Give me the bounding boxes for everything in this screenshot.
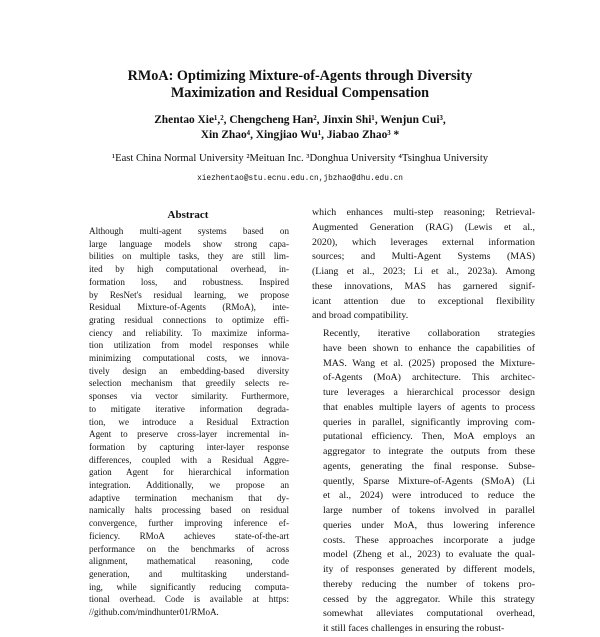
abstract-line: differences, coupled with a Residual Aggre- bbox=[89, 454, 289, 465]
paper-title bbox=[0, 68, 600, 102]
body-text-line: thereby reducing the number of tokens pro- bbox=[323, 578, 535, 590]
abstract-line: namically halts processing based on residual bbox=[89, 505, 289, 516]
abstract-line: Although multi-agent systems based on bbox=[89, 226, 289, 236]
body-text-line: of-Agents (MoA) architecture. This architec- bbox=[323, 372, 535, 384]
body-text-line: et al., 2024) were introduced to reduce the bbox=[323, 490, 535, 502]
abstract-line: alignment, mathematical reasoning, code bbox=[89, 556, 289, 567]
abstract-line: large language models show strong capa- bbox=[89, 238, 289, 249]
body-text-line: that enables multiple layers of agents to process bbox=[323, 401, 535, 413]
author-list bbox=[0, 113, 600, 143]
body-text-line: sources; and Multi-Agent Systems (MAS) bbox=[312, 251, 535, 263]
authors-line-2: Xin Zhao⁴, Xingjiao Wu¹, Jiabao Zhao³ * bbox=[200, 129, 400, 141]
body-text-line: MAS. Wang et al. (2025) proposed the Mixture- bbox=[323, 357, 535, 369]
abstract-line: Residual Mixture-of-Agents (RMoA), inte- bbox=[89, 302, 289, 313]
body-text-line: it still faces challenges in ensuring the robust- bbox=[323, 623, 505, 634]
abstract-line: by ResNet's residual learning, we propose bbox=[89, 289, 289, 300]
body-text-line: ture leverages a hierarchical processor design bbox=[323, 387, 535, 398]
abstract-line: ited by high computational overhead, in- bbox=[89, 264, 289, 275]
body-text-line: costs. These approaches incorporate a judge bbox=[323, 534, 535, 546]
body-text-line: (Liang et al., 2023; Li et al., 2023a). Among bbox=[312, 266, 535, 277]
body-text-line: have been shown to enhance the capabilities of bbox=[323, 342, 535, 354]
abstract-line: ing, while significantly reducing computa- bbox=[89, 581, 289, 592]
abstract-line: ciency and reliability. To maximize informa- bbox=[89, 327, 289, 338]
abstract-line: tional overhead. Code is available at https: bbox=[89, 594, 289, 605]
title-line-1: RMoA: Optimizing Mixture-of-Agents through Diversity bbox=[127, 68, 473, 84]
abstract-line: tion, we introduce a Residual Extraction bbox=[89, 416, 289, 427]
abstract-line: selection mechanism that greedily selects re- bbox=[89, 378, 289, 389]
body-text-line: Recently, iterative collaboration strategies bbox=[323, 328, 535, 339]
abstract-line: performance on the benchmarks of across bbox=[89, 543, 289, 554]
abstract-line: ficiency. RMoA achieves state-of-the-art bbox=[89, 530, 289, 541]
abstract-line: formation by capturing inter-layer response bbox=[89, 441, 289, 452]
abstract-line: tion utilization from model responses while bbox=[89, 340, 289, 351]
intro-paragraph-1 bbox=[312, 206, 535, 324]
body-text-line: model (Zheng et al., 2023) to evaluate the qual- bbox=[323, 549, 535, 561]
authors-line-1: Zhentao Xie¹,², Chengcheng Han², Jinxin Shi¹, Wenjun Cui³, bbox=[154, 114, 446, 126]
abstract-line: minimizing computational costs, we innova- bbox=[89, 353, 289, 364]
body-text-line: icant attention due to exceptional flexibility bbox=[312, 295, 535, 307]
body-text-line: cessed by the aggregator. While this strategy bbox=[323, 593, 535, 605]
contact-email: xiezhentao@stu.ecnu.edu.cn,jbzhao@dhu.edu.cn bbox=[197, 175, 403, 183]
body-text-line: agents, generating the final response. Subse- bbox=[323, 460, 535, 472]
intro-paragraph-2 bbox=[312, 327, 535, 637]
abstract-line: grating residual connections to optimize effi- bbox=[89, 314, 289, 325]
body-text-line: these innovations, MAS has garnered signif- bbox=[312, 280, 535, 292]
body-text-line: somewhat alleviates computational overhead, bbox=[323, 608, 535, 620]
abstract-line: sponses via vector similarity. Furthermore, bbox=[89, 391, 289, 402]
body-text-line: quently, Sparse Mixture-of-Agents (SMoA) (Li bbox=[323, 475, 535, 487]
abstract-body bbox=[89, 225, 289, 619]
affiliations: ¹East China Normal University ²Meituan Inc. ³Donghua University ⁴Tsinghua University bbox=[111, 153, 489, 164]
abstract-line: tively design an embedding-based diversity bbox=[89, 365, 289, 376]
abstract-line: Agent to preserve cross-layer incremental in- bbox=[89, 429, 289, 440]
body-text-line: which enhances multi-step reasoning; Retrieval- bbox=[312, 207, 535, 218]
abstract-line: integration. Additionally, we propose an bbox=[89, 480, 289, 491]
abstract-line: //github.com/mindhunter01/RMoA. bbox=[89, 607, 219, 618]
abstract-heading: Abstract bbox=[167, 209, 209, 221]
body-text-line: large number of tokens involved in parallel bbox=[323, 505, 535, 516]
right-column bbox=[312, 206, 535, 637]
body-text-line: 2020), which leverages external information bbox=[312, 236, 535, 248]
title-line-2: Maximization and Residual Compensation bbox=[170, 85, 430, 101]
abstract-line: generation, and multitasking understand- bbox=[89, 568, 289, 579]
abstract-line: gation Agent for hierarchical information bbox=[89, 467, 289, 478]
abstract-line: to mitigate iterative information degrada- bbox=[89, 403, 289, 414]
abstract-line: formation loss, and robustness. Inspired bbox=[89, 276, 289, 287]
body-text-line: aggregator to integrate the outputs from these bbox=[323, 446, 535, 457]
abstract-line: convergence, further improving inference ef- bbox=[89, 518, 289, 529]
body-text-line: queries under MoA, thus lowering inference bbox=[323, 519, 535, 531]
abstract-line: bilities on multiple tasks, they are still lim- bbox=[89, 251, 289, 262]
body-text-line: and broad compatibility. bbox=[312, 310, 409, 322]
abstract-line: adaptive termination mechanism that dy- bbox=[89, 492, 289, 503]
body-text-line: queries in parallel, significantly improving com- bbox=[323, 416, 535, 428]
body-text-line: putational efficiency. Then, MoA employs an bbox=[323, 431, 535, 443]
body-text-line: ity of responses generated by different models, bbox=[323, 564, 535, 575]
body-text-line: Augmented Generation (RAG) (Lewis et al., bbox=[312, 221, 535, 233]
